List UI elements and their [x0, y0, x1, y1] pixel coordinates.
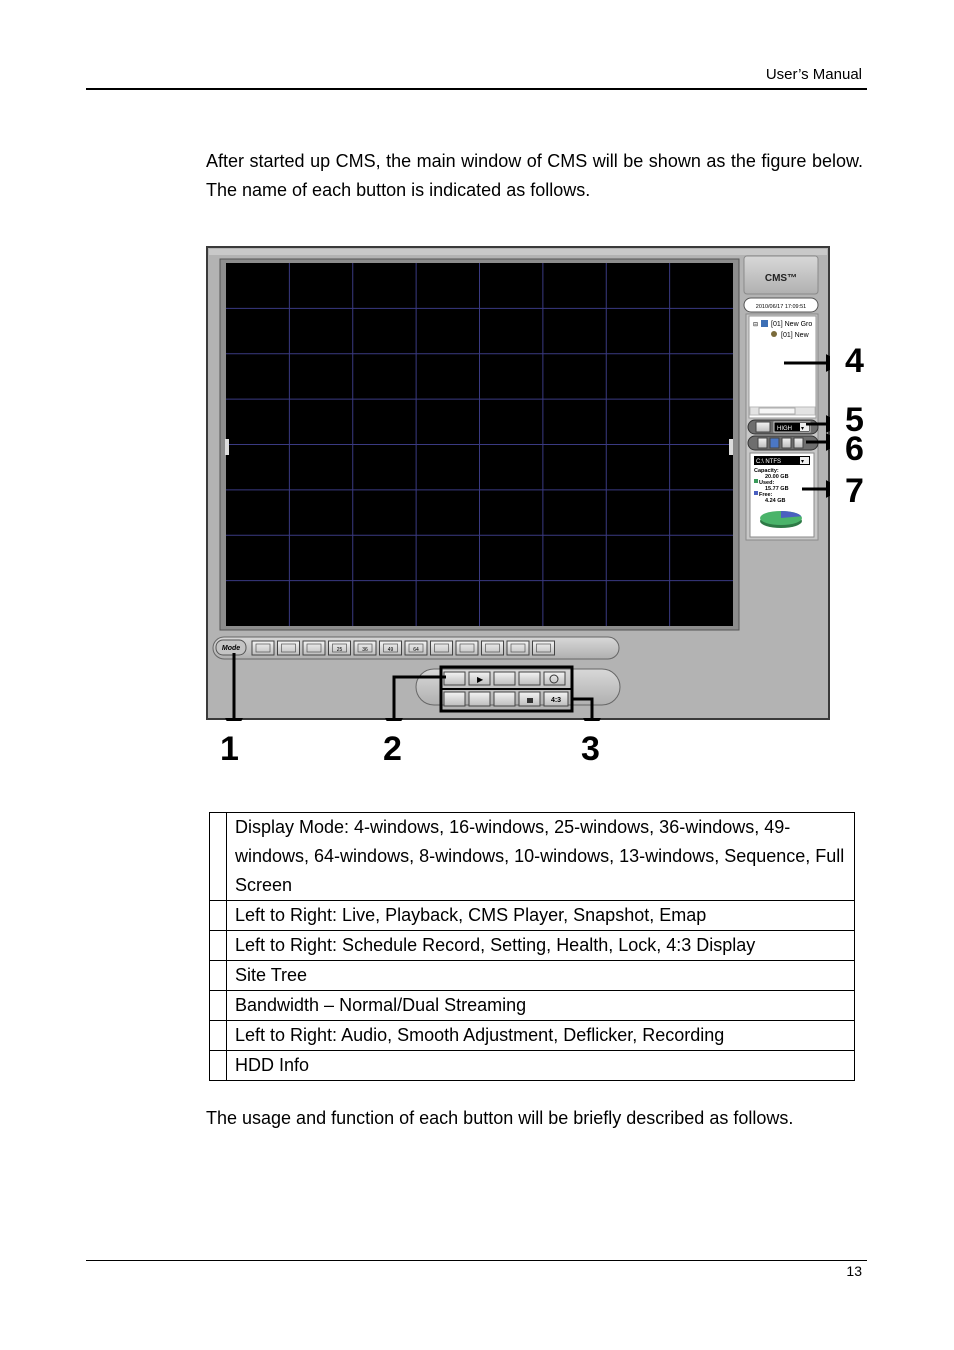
mode-button-label: 25 — [336, 647, 343, 653]
header-title: User’s Manual — [765, 66, 862, 83]
mode-button[interactable] — [431, 641, 453, 655]
tree-group: [01] New Gro — [771, 321, 813, 328]
legend-row — [210, 931, 855, 961]
audio-button — [758, 438, 767, 448]
legend-row — [210, 961, 855, 991]
legend-row — [210, 1021, 855, 1051]
recording-button — [794, 438, 803, 448]
site-icon — [771, 331, 777, 337]
page-number: 13 — [846, 1263, 862, 1279]
legend-number — [210, 991, 227, 1021]
legend-number — [210, 961, 227, 991]
mode-button-label: 64 — [413, 647, 419, 653]
legend-description: HDD Info — [227, 1051, 855, 1081]
footer-rule — [86, 1260, 867, 1261]
legend-number — [210, 1021, 227, 1051]
callout-2: 2 — [383, 730, 402, 768]
capacity-value: 20.00 GB — [765, 474, 789, 480]
live-button — [444, 672, 465, 685]
aspect-label: 4:3 — [550, 697, 562, 704]
mode-label: Mode — [221, 645, 241, 652]
legend-description: Bandwidth – Normal/Dual Streaming — [227, 991, 855, 1021]
mode-button[interactable] — [252, 641, 274, 655]
deflicker-button — [782, 438, 791, 448]
legend-row — [210, 1051, 855, 1081]
svg-text:Capacity:: Capacity: — [754, 468, 779, 474]
legend-row — [210, 813, 855, 901]
cms-logo: CMS™ — [764, 273, 798, 284]
outro-paragraph: The usage and function of each button will be briefly described as follows. — [206, 1108, 794, 1128]
health-button — [494, 692, 515, 706]
svg-text:Used:: Used: — [759, 480, 775, 486]
svg-text:▾: ▾ — [801, 426, 805, 432]
mode-button[interactable] — [456, 641, 478, 655]
group-icon — [761, 320, 768, 327]
callout-7: 7 — [845, 472, 864, 510]
legend-row — [210, 991, 855, 1021]
legend-number — [210, 1051, 227, 1081]
legend-description: Left to Right: Live, Playback, CMS Player, Snapshot, Emap — [227, 901, 855, 931]
play-icon: ▶ — [477, 675, 484, 684]
lock-icon — [527, 698, 533, 703]
tree-site: [01] New — [781, 332, 809, 339]
legend-description: Left to Right: Schedule Record, Setting, Health, Lock, 4:3 Display — [227, 931, 855, 961]
callout-4: 4 — [845, 342, 864, 380]
mode-button[interactable] — [507, 641, 529, 655]
top-row-buttons — [444, 672, 565, 685]
bottom-row-buttons — [444, 692, 568, 706]
cms-main-window-figure — [206, 246, 830, 721]
header-rule — [86, 88, 867, 90]
datetime: 2010/06/17 17:09:51 — [755, 304, 807, 310]
cms-player-button — [494, 672, 515, 685]
smooth-button — [770, 438, 779, 448]
intro-paragraph: After started up CMS, the main window of CMS will be shown as the figure below. The name of each button is indicated as follows. — [206, 151, 863, 200]
callout-5: 5 — [845, 401, 864, 439]
mode-button-label: 36 — [362, 647, 368, 653]
callout-3: 3 — [581, 730, 600, 768]
legend-number — [210, 931, 227, 961]
mode-button[interactable] — [482, 641, 504, 655]
legend-row — [210, 901, 855, 931]
legend-description: Display Mode: 4-windows, 16-windows, 25-windows, 36-windows, 49-windows, 64-windows, 8-windows, 10-windows, 13-windows, Sequence, Full Screen — [227, 813, 855, 901]
legend-number — [210, 813, 227, 901]
callout-6: 6 — [845, 430, 864, 468]
mode-button-label: 49 — [387, 647, 394, 653]
free-value: 4.24 GB — [765, 498, 786, 504]
setting-button — [469, 692, 490, 706]
legend-description: Left to Right: Audio, Smooth Adjustment, Deflicker, Recording — [227, 1021, 855, 1051]
schedule-record-button — [444, 692, 465, 706]
used-value: 15.77 GB — [765, 486, 789, 492]
svg-text:⊟: ⊟ — [753, 322, 759, 328]
mode-button[interactable] — [278, 641, 300, 655]
callout-1: 1 — [220, 730, 239, 768]
mode-button[interactable] — [303, 641, 325, 655]
svg-text:▾: ▾ — [801, 459, 805, 465]
legend-number — [210, 901, 227, 931]
drive-name: C:\ NTFS — [756, 459, 781, 465]
legend-table — [209, 812, 855, 1081]
bandwidth-value: HIGH — [777, 426, 792, 432]
legend-description: Site Tree — [227, 961, 855, 991]
svg-text:Free:: Free: — [759, 492, 773, 498]
mode-button[interactable] — [533, 641, 555, 655]
snapshot-button — [519, 672, 540, 685]
